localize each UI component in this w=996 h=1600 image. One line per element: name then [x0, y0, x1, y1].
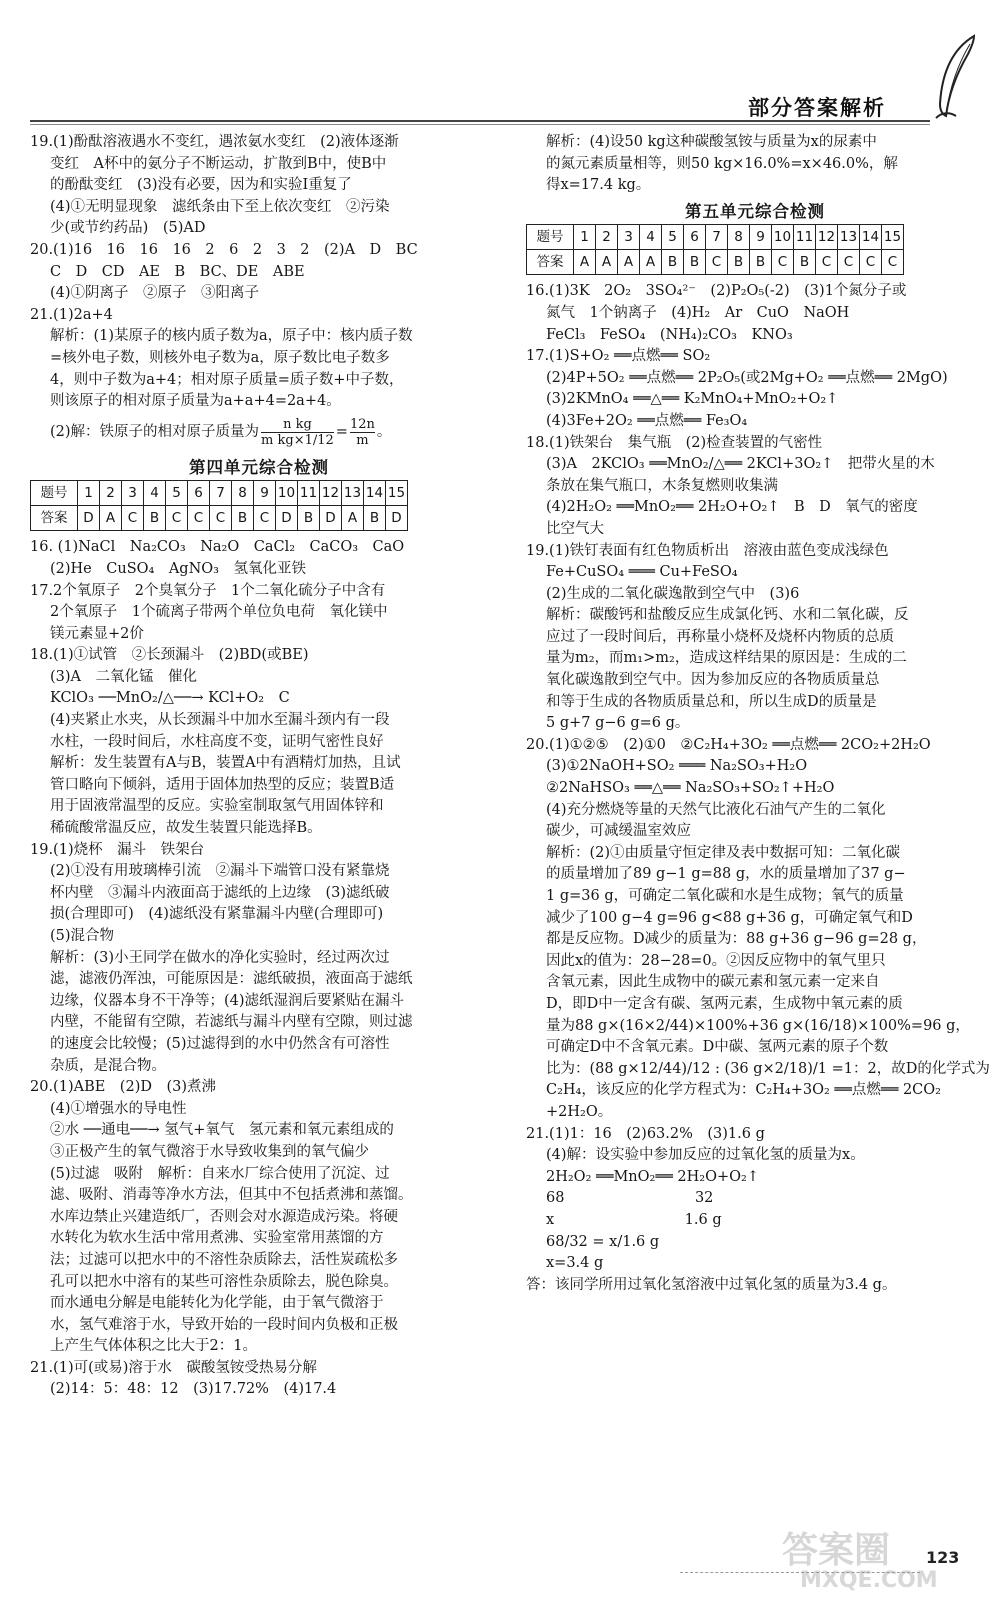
line-text: 得x=17.4 kg。 [546, 177, 651, 194]
line-text: 和等于生成的各物质质量总和，所以生成D的质量是 [546, 693, 877, 710]
text-line [526, 1275, 984, 1297]
text-line [30, 1099, 488, 1121]
line-text: 管口略向下倾斜，适用于固体加热型的反应；装置B适 [50, 776, 395, 793]
table-cell: D [78, 506, 100, 531]
table-row-header: 答案 [31, 506, 78, 531]
text-line [526, 756, 984, 778]
table-cell: 14 [364, 481, 386, 506]
line-text: 18.(1)①试管 ②长颈漏斗 (2)BD(或BE) [30, 647, 309, 664]
line-text: (4)①增强水的导电性 [50, 1100, 187, 1117]
line-text: 条放在集气瓶口，木条复燃则收集满 [546, 477, 778, 494]
text-line [30, 581, 488, 603]
table-cell: D [320, 506, 342, 531]
line-text: C D CD AE B BC、DE ABE [50, 263, 305, 280]
table-cell: 12 [816, 225, 838, 250]
table-cell: B [750, 250, 772, 275]
period-mark: 。 [376, 423, 392, 440]
table-cell: D [386, 506, 408, 531]
text-line [526, 476, 984, 498]
text-line [30, 1142, 488, 1164]
text-line [30, 218, 488, 240]
line-text: 68/32 = x/1.6 g [546, 1233, 660, 1250]
line-text: (4)①阴离子 ②原子 ③阳离子 [50, 285, 260, 302]
question-number-row [527, 225, 904, 250]
line-text: 因此x的值为：28−28=0。②因反应物中的氧气里只 [546, 952, 886, 969]
line-text: 21.(1)可(或易)溶于水 碳酸氢铵受热易分解 [30, 1359, 317, 1376]
text-line [526, 325, 984, 347]
table-cell: 15 [882, 225, 904, 250]
line-text: 应过了一段时间后，再称量小烧杯及烧杯内物质的总质 [546, 628, 894, 645]
text-line [30, 1034, 488, 1056]
table-cell: B [794, 250, 816, 275]
text-line [526, 800, 984, 822]
unit5_table-answer-table [526, 224, 904, 275]
table-cell: 6 [684, 225, 706, 250]
line-text: 都是反应物。D减少的质量为：88 g+36 g−96 g=28 g， [546, 931, 927, 948]
text-line [30, 413, 488, 453]
header-rule [30, 120, 930, 122]
text-line [526, 433, 984, 455]
line-text: 水柱，一段时间后，水柱高度不变，证明气密性良好 [50, 733, 384, 750]
text-line [30, 1120, 488, 1142]
line-text: (3)A 2KClO₃ ══MnO₂/△══ 2KCl+3O₂↑ 把带火星的木 [546, 456, 935, 473]
table-cell: B [232, 506, 254, 531]
text-line [526, 1037, 984, 1059]
table-cell: 7 [706, 225, 728, 250]
line-text: 少(或节约药品) (5)AD [50, 220, 206, 237]
line-text: 用于固液常温型的反应。实验室制取氢气用固体锌和 [50, 798, 384, 815]
line-text: 内壁，不能留有空隙，若滤纸与漏斗内壁有空隙，则过滤 [50, 1014, 413, 1031]
header-rule-thin [30, 124, 930, 125]
line-text: 滤，滤液仍浑浊，可能原因是：滤纸破损，液面高于滤纸 [50, 971, 413, 988]
watermark-logo: 答案圈 [782, 1530, 891, 1571]
text-line [30, 861, 488, 883]
fraction-numerator: 12n [349, 417, 375, 433]
line-text: 则该原子的相对原子质量为a+a+4=2a+4。 [50, 393, 341, 410]
line-text: 解析：发生装置有A与B，装置A中有酒精灯加热，且试 [50, 755, 401, 772]
table-row-header: 题号 [527, 225, 574, 250]
section-title: 第四单元综合检测 [189, 457, 329, 477]
text-line [526, 670, 984, 692]
line-text: 21.(1)2a+4 [30, 306, 113, 323]
line-text: 16. (1)NaCl Na₂CO₃ Na₂O CaCl₂ CaCO₃ CaO [30, 539, 405, 556]
line-text: 上产生气体体积之比大于2：1。 [50, 1338, 257, 1355]
text-line [30, 991, 488, 1013]
line-text: 碳少，可减缓温室效应 [546, 823, 691, 840]
text-line [30, 1164, 488, 1186]
text-line [30, 1336, 488, 1358]
table-cell: 2 [596, 225, 618, 250]
line-text: (2)4P+5O₂ ══点燃══ 2P₂O₅(或2Mg+O₂ ══点燃══ 2MgO) [546, 369, 948, 386]
line-text: (4)3Fe+2O₂ ══点燃══ Fe₃O₄ [546, 412, 748, 429]
line-text: (4)充分燃烧等量的天然气比液化石油气产生的二氧化 [546, 801, 886, 818]
text-line [30, 132, 488, 154]
text-line [30, 326, 488, 348]
table-cell: 4 [144, 481, 166, 506]
text-line [30, 1228, 488, 1250]
line-text: 2个氧原子 1个硫离子带两个单位负电荷 氧化镁中 [50, 604, 388, 621]
text-line [526, 713, 984, 735]
table-cell: 8 [728, 225, 750, 250]
line-text: 的速度会比较慢；(5)过滤得到的水中仍然含有可溶性 [50, 1035, 390, 1052]
text-line [30, 732, 488, 754]
text-line [30, 1358, 488, 1380]
line-text: (2)①没有用玻璃棒引流 ②漏斗下端管口没有紧靠烧 [50, 863, 390, 880]
line-text: (2)He CuSO₄ AgNO₃ 氢氧化亚铁 [50, 560, 306, 577]
line-text: ②2NaHSO₃ ══△══ Na₂SO₃+SO₂↑+H₂O [546, 780, 835, 797]
text-line [526, 1059, 990, 1081]
text-line [526, 154, 984, 176]
line-text: 16.(1)3K 2O₂ 3SO₄²⁻ (2)P₂O₅(-2) (3)1个氮分子或 [526, 283, 907, 300]
line-text: 4，则中子数为a+4；相对原子质量=质子数+中子数， [50, 371, 404, 388]
table-cell: B [144, 506, 166, 531]
table-cell: 11 [298, 481, 320, 506]
text-line [526, 951, 984, 973]
line-text: (4)夹紧止水夹，从长颈漏斗中加水至漏斗颈内有一段 [50, 712, 390, 729]
line-text: 法；过滤可以把水中的不溶性杂质除去，活性炭疏松多 [50, 1251, 398, 1268]
line-text: (3)A 二氧化锰 催化 [50, 668, 198, 685]
line-text: 损(合理即可) (4)滤纸没有紧靠漏斗内壁(合理即可) [50, 906, 384, 923]
text-line [526, 519, 984, 541]
text-line [30, 840, 488, 862]
text-line [30, 391, 488, 413]
table-cell: C [166, 506, 188, 531]
answer-row [527, 250, 904, 275]
line-text: 的质量增加了89 g−1 g=88 g，水的质量增加了37 g− [546, 866, 906, 883]
line-text: 解析：碳酸钙和盐酸反应生成氯化钙、水和二氧化碳，反 [546, 607, 909, 624]
line-text: 2H₂O₂ ══MnO₂══ 2H₂O+O₂↑ [546, 1168, 759, 1185]
line-text: 1 g=36 g，可确定二氧化碳和水是生成物；氧气的质量 [546, 888, 904, 904]
line-text: 氮气 1个钠离子 (4)H₂ Ar CuO NaOH [546, 304, 850, 321]
line-text: 19.(1)铁钉表面有红色物质析出 溶液由蓝色变成浅绿色 [526, 542, 889, 559]
line-text: (2)解：铁原子的相对原子质量为 [50, 423, 260, 440]
line-text: 含氧元素，因此生成物中的碳元素和氢元素一定来自 [546, 974, 880, 991]
table-cell: 8 [232, 481, 254, 506]
table-cell: C [816, 250, 838, 275]
text-line [526, 908, 984, 930]
table-cell: A [574, 250, 596, 275]
text-line [30, 775, 488, 797]
line-text: 20.(1)①②⑤ (2)①0 ②C₂H₄+3O₂ ══点燃══ 2CO₂+2H₂O [526, 736, 931, 753]
line-text: (3)①2NaOH+SO₂ ═══ Na₂SO₃+H₂O [546, 758, 808, 775]
text-line [526, 454, 984, 476]
text-line [526, 584, 984, 606]
text-line [526, 303, 984, 325]
text-line [526, 692, 984, 714]
line-text: 的酚酞变红 (3)没有必要，因为和实验Ⅰ重复了 [50, 177, 352, 194]
text-line [30, 1012, 488, 1034]
line-text: 稀硫酸常温反应，故发生装置只能选择B。 [50, 820, 322, 837]
text-line [30, 667, 488, 689]
text-line [30, 1379, 488, 1401]
text-line [526, 1232, 984, 1254]
line-text: KClO₃ ──MnO₂/△──→ KCl+O₂ C [50, 690, 290, 707]
line-text: (5)混合物 [50, 928, 115, 944]
line-text: x 1.6 g [546, 1211, 722, 1228]
text-line [526, 411, 984, 433]
text-line [526, 281, 984, 303]
text-line [526, 346, 984, 368]
table-row-header: 题号 [31, 481, 78, 506]
watermark-url: MXQE.COM [800, 1568, 938, 1593]
text-line [30, 883, 488, 905]
text-line [30, 197, 488, 219]
text-line [526, 1210, 984, 1232]
table-cell: 13 [342, 481, 364, 506]
line-text: D，即D中一定含有碳、氢两元素，生成物中氧元素的质 [546, 995, 903, 1012]
left-column [30, 132, 488, 1401]
line-text: 21.(1)1：16 (2)63.2% (3)1.6 g [526, 1125, 765, 1142]
text-line [526, 1145, 984, 1167]
table-cell: B [728, 250, 750, 275]
line-text: 20.(1)16 16 16 16 2 6 2 3 2 (2)A D BC [30, 241, 418, 258]
text-line [30, 370, 488, 392]
table-cell: 2 [100, 481, 122, 506]
right-column [526, 132, 990, 1296]
table-cell: A [596, 250, 618, 275]
line-text: =核外电子数，则核外电子数为a，原子数比电子数多 [50, 349, 390, 366]
text-line [526, 389, 984, 411]
text-line [30, 688, 488, 710]
table-cell: 15 [386, 481, 408, 506]
line-text: 孔可以把水中溶有的某些可溶性杂质除去，脱色除臭。 [50, 1273, 398, 1290]
line-text: (3)2KMnO₄ ══△══ K₂MnO₄+MnO₂+O₂↑ [546, 391, 839, 408]
table-cell: B [662, 250, 684, 275]
line-text: 18.(1)铁架台 集气瓶 (2)检查装置的气密性 [526, 434, 823, 451]
text-line [526, 1124, 984, 1146]
line-text: 量为m₂，而m₁>m₂，造成这样结果的原因是：生成的二 [546, 650, 907, 667]
table-cell: C [772, 250, 794, 275]
text-line [526, 864, 984, 886]
unit4_table-answer-table [30, 480, 408, 531]
line-text: 杂质，是混合物。 [50, 1057, 166, 1074]
line-text: 比为：(88 g×12/44)/12 : (36 g×2/18)/1 =1：2，故D的化学式为 [546, 1060, 990, 1077]
table-cell: 5 [166, 481, 188, 506]
table-cell: 14 [860, 225, 882, 250]
table-cell: A [342, 506, 364, 531]
text-line [526, 1167, 984, 1189]
table-cell: 4 [640, 225, 662, 250]
text-line [30, 753, 488, 775]
text-line [30, 1250, 488, 1272]
text-line [526, 497, 984, 519]
line-text: 氧化碳逸散到空气中。因为参加反应的各物质质量总 [546, 672, 880, 689]
line-text: Fe+CuSO₄ ═══ Cu+FeSO₄ [546, 564, 738, 581]
table-cell: 13 [838, 225, 860, 250]
answer-row [31, 506, 408, 531]
line-text: 答：该同学所用过氧化氢溶液中过氧化氢的质量为3.4 g。 [526, 1276, 897, 1293]
text-line [30, 262, 488, 284]
text-line [30, 926, 488, 948]
page-number: 123 [926, 1548, 960, 1567]
text-line [30, 305, 488, 327]
text-line [30, 645, 488, 667]
line-text: 杯内壁 ③漏斗内液面高于滤纸的上边缘 (3)滤纸破 [50, 884, 390, 901]
table-cell: C [188, 506, 210, 531]
table-cell: 1 [574, 225, 596, 250]
section-title: 第五单元综合检测 [685, 201, 825, 221]
line-text: (4)2H₂O₂ ══MnO₂══ 2H₂O+O₂↑ B D 氧气的密度 [546, 499, 918, 516]
table-cell: 5 [662, 225, 684, 250]
text-line [526, 132, 984, 154]
text-line [526, 627, 984, 649]
text-line [30, 948, 488, 970]
text-line [30, 559, 488, 581]
line-text: 水，氢气难溶于水，导致开始的一段时间内负极和正极 [50, 1316, 398, 1333]
table-cell: C [706, 250, 728, 275]
line-text: 滤、吸附、消毒等净水方法，但其中不包括煮沸和蒸馏。 [50, 1187, 413, 1204]
equals-sign: = [335, 423, 348, 440]
question-number-row [31, 481, 408, 506]
text-line [30, 796, 488, 818]
table-cell: 11 [794, 225, 816, 250]
table-cell: 7 [210, 481, 232, 506]
line-text: (5)过滤 吸附 解析：自来水厂综合使用了沉淀、过 [50, 1165, 390, 1182]
header-title: 部分答案解析 [748, 96, 886, 120]
line-text: ②水 ──通电──→ 氢气+氧气 氢元素和氧元素组成的 [50, 1122, 394, 1139]
line-text: C₂H₄，该反应的化学方程式为：C₂H₄+3O₂ ══点燃══ 2CO₂ [546, 1082, 941, 1099]
text-line [30, 537, 488, 559]
line-text: 解析：(4)设50 kg这种碳酸氢铵与质量为x的尿素中 [546, 134, 877, 150]
line-text: ③正极产生的氧气微溶于水导致收集到的氧气偏少 [50, 1143, 369, 1160]
text-line [526, 972, 984, 994]
table-cell: 6 [188, 481, 210, 506]
line-text: (2)生成的二氧化碳逸散到空气中 (3)6 [546, 585, 800, 602]
fraction-result [350, 417, 375, 448]
line-text: +2H₂O。 [546, 1103, 613, 1120]
text-line [526, 929, 984, 951]
line-text: 68 32 [546, 1190, 714, 1207]
text-line [526, 368, 984, 390]
text-line [30, 904, 488, 926]
text-line [526, 1080, 984, 1102]
table-cell: 1 [78, 481, 100, 506]
text-line [526, 1102, 984, 1124]
line-text: 边缘，仪器本身不干净等；(4)滤纸湿润后要紧贴在漏斗 [50, 992, 405, 1009]
table-cell: 3 [618, 225, 640, 250]
text-line [30, 818, 488, 840]
line-text: 比空气大 [546, 520, 604, 537]
text-line [526, 994, 984, 1016]
line-text: (4)①无明显现象 滤纸条由下至上依次变红 ②污染 [50, 198, 390, 215]
line-text: 而水通电分解是电能转化为化学能，由于氧气微溶于 [50, 1295, 384, 1312]
text-line [30, 624, 488, 646]
line-text: (2)14：5：48：12 (3)17.72% (4)17.4 [50, 1381, 337, 1398]
line-text: 17.(1)S+O₂ ══点燃══ SO₂ [526, 348, 711, 365]
line-text: 解析：(2)①由质量守恒定律及表中数据可知：二氧化碳 [546, 844, 901, 861]
line-text: 20.(1)ABE (2)D (3)煮沸 [30, 1079, 217, 1096]
text-line [30, 710, 488, 732]
table-cell: 12 [320, 481, 342, 506]
line-text: 减少了100 g−4 g=96 g<88 g+36 g，可确定氧气和D [546, 909, 913, 926]
text-line [30, 1185, 488, 1207]
table-cell: 10 [276, 481, 298, 506]
quill-pen-icon [934, 34, 978, 120]
text-line [30, 969, 488, 991]
line-text: 17.2个氧原子 2个臭氧分子 1个二氧化硫分子中含有 [30, 582, 386, 599]
table-cell: B [298, 506, 320, 531]
table-cell: B [364, 506, 386, 531]
text-line [526, 778, 984, 800]
text-line [30, 348, 488, 370]
line-text: 解析：(3)小王同学在做水的净化实验时，经过两次过 [50, 949, 390, 966]
table-cell: A [618, 250, 640, 275]
text-line [30, 1293, 488, 1315]
line-text: 水转化为软水生活中常用煮沸、实验室常用蒸馏的方 [50, 1230, 384, 1247]
text-line [526, 648, 984, 670]
text-line [30, 1272, 488, 1294]
table-cell: 9 [750, 225, 772, 250]
text-line [526, 605, 984, 627]
text-line [30, 1077, 488, 1099]
line-text: x=3.4 g [546, 1255, 604, 1272]
fraction-numerator: n kg [283, 417, 312, 433]
line-text: 变红 A杯中的氨分子不断运动，扩散到B中，使B中 [50, 155, 387, 172]
text-line [526, 175, 984, 197]
text-line [526, 541, 984, 563]
table-cell: C [838, 250, 860, 275]
table-cell: C [122, 506, 144, 531]
line-text: 的氮元素质量相等，则50 kg×16.0%=x×46.0%，解 [546, 155, 898, 172]
table-cell: 10 [772, 225, 794, 250]
line-text: FeCl₃ FeSO₄ (NH₄)₂CO₃ KNO₃ [546, 326, 793, 343]
line-text: 可确定D中不含氧元素。D中碳、氢两元素的原子个数 [546, 1039, 889, 1056]
text-line [526, 562, 984, 584]
text-line [30, 175, 488, 197]
fraction-denominator: m kg×1/12 [261, 433, 334, 449]
text-line [526, 1188, 984, 1210]
table-cell: A [640, 250, 662, 275]
table-cell: C [210, 506, 232, 531]
line-text: 水库边禁止兴建造纸厂，否则会对水源造成污染。将硬 [50, 1208, 398, 1225]
text-line [30, 602, 488, 624]
text-line [30, 1315, 488, 1337]
text-line [526, 1016, 984, 1038]
footer-rule [680, 1572, 920, 1573]
table-cell: C [254, 506, 276, 531]
text-line [526, 1253, 984, 1275]
text-line [526, 735, 984, 757]
line-text: 19.(1)烧杯 漏斗 铁架台 [30, 841, 205, 858]
text-line [30, 240, 488, 262]
text-line [30, 1207, 488, 1229]
text-line [30, 283, 488, 305]
text-line [526, 886, 984, 908]
line-text: (4)解：设实验中参加反应的过氧化氢的质量为x。 [546, 1147, 865, 1164]
table-cell: 3 [122, 481, 144, 506]
table-cell: D [276, 506, 298, 531]
text-line [30, 1056, 488, 1078]
line-text: 解析：(1)某原子的核内质子数为a，原子中：核内质子数 [50, 328, 413, 345]
table-cell: A [100, 506, 122, 531]
table-cell: C [882, 250, 904, 275]
fraction-denominator: m [356, 433, 369, 449]
line-text: 镁元素显+2价 [50, 625, 144, 642]
text-line [526, 843, 984, 865]
fraction-expression [261, 417, 334, 448]
text-line [526, 821, 984, 843]
table-row-header: 答案 [527, 250, 574, 275]
text-line [30, 154, 488, 176]
line-text: 量为88 g×(16×2/44)×100%+36 g×(16/18)×100%=96 g， [546, 1017, 970, 1034]
table-cell: C [860, 250, 882, 275]
line-text: 5 g+7 g−6 g=6 g。 [546, 715, 690, 732]
line-text: 19.(1)酚酞溶液遇水不变红，遇浓氨水变红 (2)液体逐渐 [30, 134, 399, 150]
table-cell: 9 [254, 481, 276, 506]
table-cell: B [684, 250, 706, 275]
